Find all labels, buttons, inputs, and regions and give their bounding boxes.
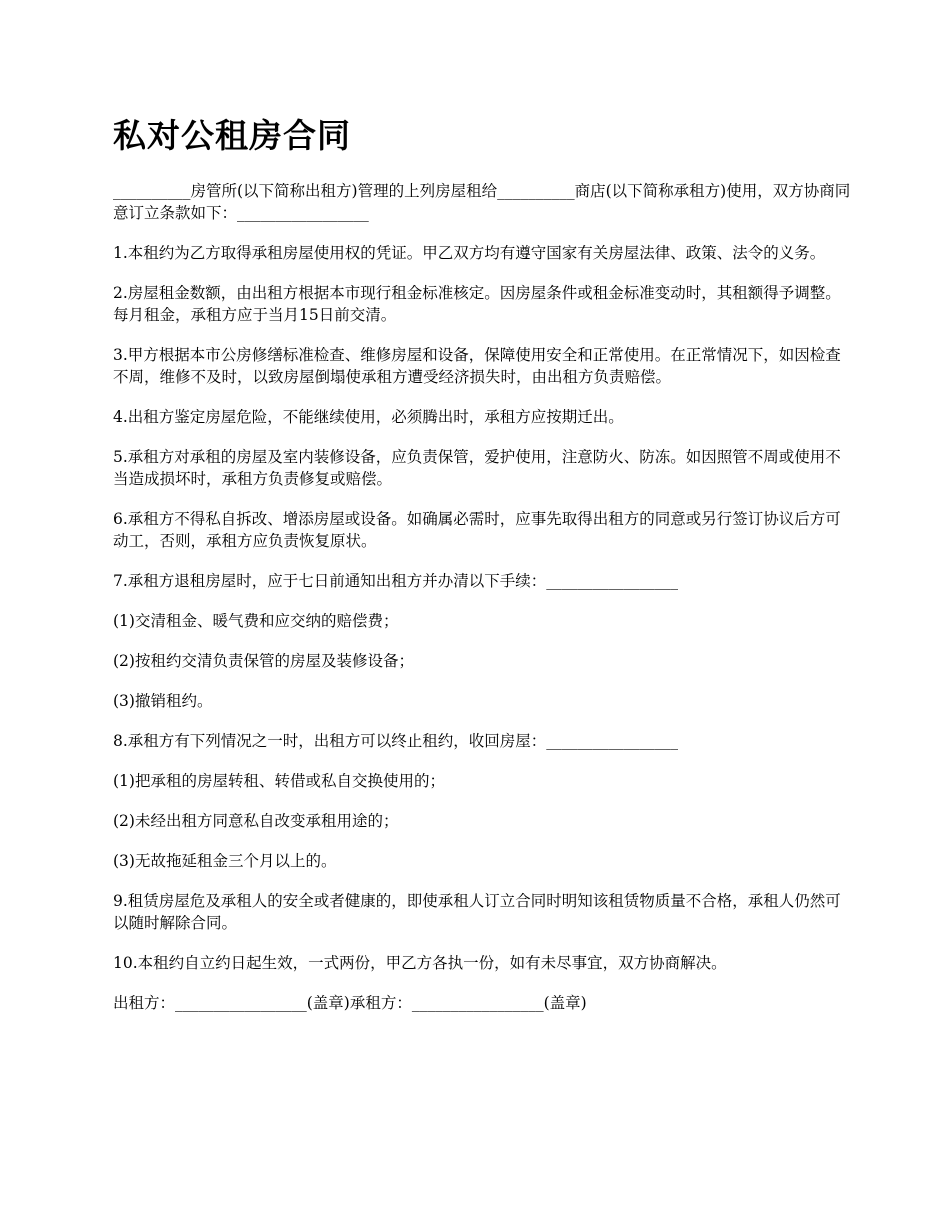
clause-3: 3.甲方根据本市公房修缮标准检查、维修房屋和设备，保障使用安全和正常使用。在正常情况下，如因检查不周，维修不及时，以致房屋倒塌使承租方遭受经济损失时，由出租方负责赔偿。	[113, 346, 841, 386]
clause-4: 4.出租方鉴定房屋危险，不能继续使用，必须腾出时，承租方应按期迁出。	[113, 408, 624, 426]
clause-7: 7.承租方退租房屋时，应于七日前通知出租方并办清以下手续：_________________	[113, 572, 679, 590]
clause-8-item-1: (1)把承租的房屋转租、转借或私自交换使用的；	[113, 772, 445, 790]
clause-7-item-1: (1)交清租金、暖气费和应交纳的赔偿费；	[113, 612, 399, 630]
clause-9: 9.租赁房屋危及承租人的安全或者健康的，即使承租人订立合同时明知该租赁物质量不合格，承租人仍然可以随时解除合同。	[113, 892, 841, 932]
document-title: 私对公租房合同	[113, 116, 351, 155]
clause-5: 5.承租方对承租的房屋及室内装修设备，应负责保管，爱护使用，注意防火、防冻。如因照管不周或使用不当造成损坏时，承租方负责修复或赔偿。	[113, 448, 841, 488]
clause-6: 6.承租方不得私自拆改、增添房屋或设备。如确属必需时，应事先取得出租方的同意或另行签订协议后方可动工，否则，承租方应负责恢复原状。	[113, 510, 841, 550]
signature-line: 出租方：_________________(盖章)承租方：_________________(盖章)	[113, 994, 587, 1012]
intro-paragraph: __________房管所(以下简称出租方)管理的上列房屋租给__________商店(以下简称承租方)使用，双方协商同意订立条款如下：_________________	[113, 182, 851, 222]
clause-2: 2.房屋租金数额，由出租方根据本市现行租金标准核定。因房屋条件或租金标准变动时，其租额得予调整。每月租金，承租方应于当月15日前交清。	[113, 284, 841, 324]
clause-8: 8.承租方有下列情况之一时，出租方可以终止租约，收回房屋：_________________	[113, 732, 679, 750]
clause-7-item-3: (3)撤销租约。	[113, 692, 213, 710]
clause-1: 1.本租约为乙方取得承租房屋使用权的凭证。甲乙双方均有遵守国家有关房屋法律、政策、法令的义务。	[113, 244, 826, 262]
clause-10: 10.本租约自立约日起生效，一式两份，甲乙方各执一份，如有未尽事宜，双方协商解决。	[113, 954, 727, 972]
clause-7-item-2: (2)按租约交清负责保管的房屋及装修设备；	[113, 652, 414, 670]
clause-8-item-2: (2)未经出租方同意私自改变承租用途的；	[113, 812, 399, 830]
document-page	[113, 112, 853, 1032]
clause-8-item-3: (3)无故拖延租金三个月以上的。	[113, 852, 337, 870]
